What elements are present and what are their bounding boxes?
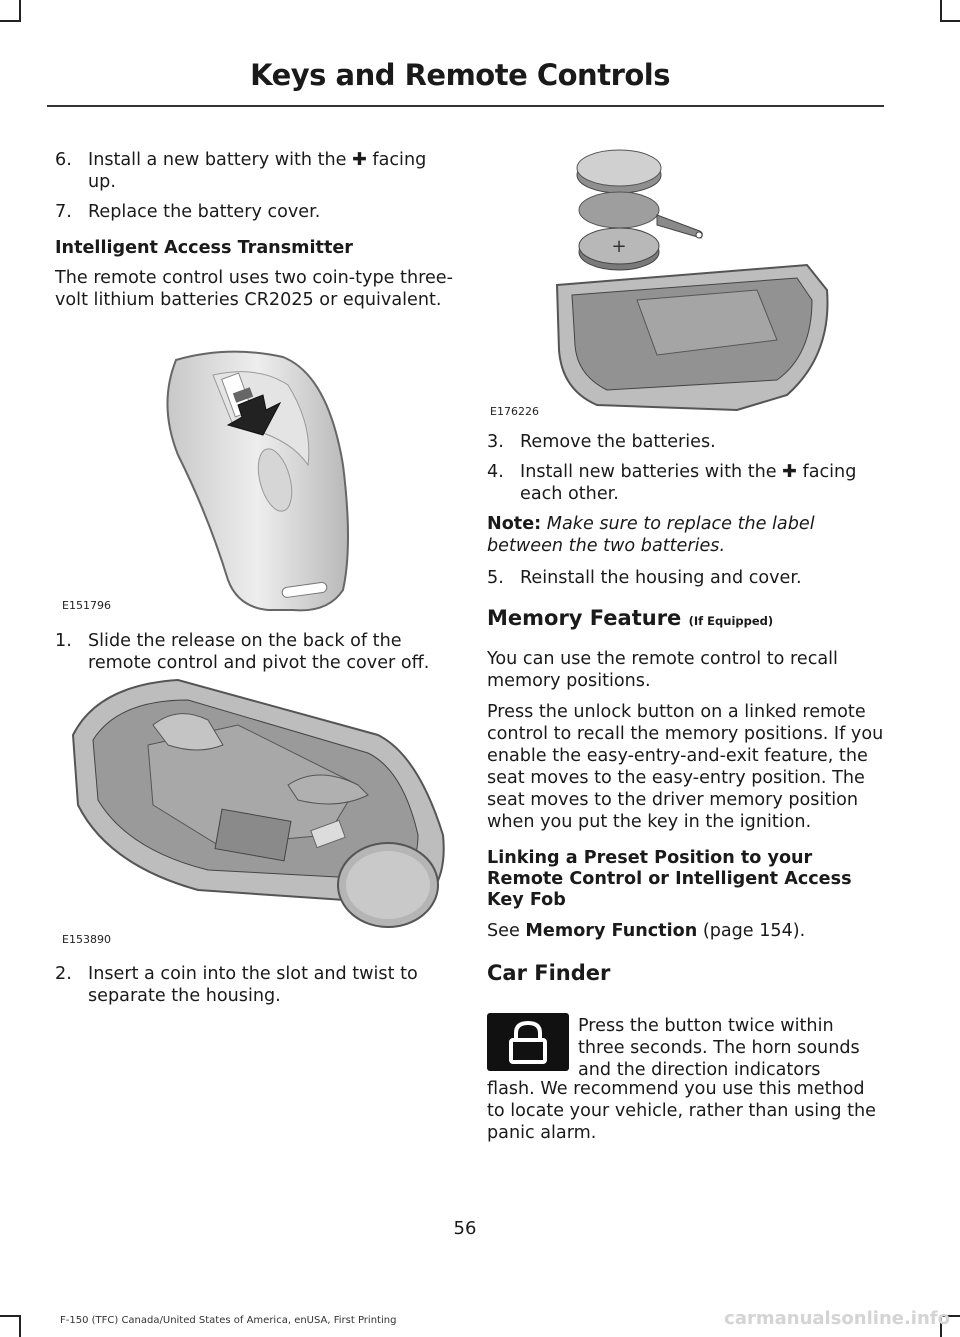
crop-mark — [0, 20, 21, 22]
crop-mark — [19, 1315, 21, 1337]
figure-code: E176226 — [490, 405, 539, 418]
step-5 — [487, 567, 887, 589]
memory-heading-text: Memory Feature — [487, 606, 682, 630]
figure-code: E153890 — [62, 933, 111, 946]
step-number: 2. — [55, 964, 72, 984]
step-text: Reinstall the housing and cover. — [520, 568, 802, 588]
figure-remote-control — [58, 345, 450, 615]
section-heading-car-finder: Car Finder — [487, 961, 611, 985]
left-column-step2 — [55, 963, 455, 1007]
step-3 — [487, 431, 887, 453]
note — [487, 513, 887, 557]
crop-mark — [19, 0, 21, 22]
car-finder-text-a: Press the button twice within three seconds. The horn sounds and the direction indicators — [578, 1016, 860, 1080]
page-title: Keys and Remote Controls — [250, 58, 670, 92]
see-prefix: See — [487, 921, 520, 941]
step-number: 1. — [55, 631, 72, 651]
right-column — [487, 431, 887, 986]
note-text: Make sure to replace the label between the two batteries. — [487, 514, 815, 556]
step-2 — [55, 963, 455, 1007]
crop-mark — [0, 1315, 21, 1317]
lock-icon — [487, 1013, 569, 1071]
step-4 — [487, 461, 887, 505]
memory-paragraph-1: You can use the remote control to recall memory positions. — [487, 649, 838, 691]
step-text: Replace the battery cover. — [88, 202, 321, 222]
car-finder-text-b: flash. We recommend you use this method to locate your vehicle, rather than using the panic alarm. — [487, 1079, 876, 1143]
left-column — [55, 149, 455, 311]
memory-function-link[interactable]: Memory Function — [525, 921, 698, 941]
step-number: 4. — [487, 462, 504, 482]
see-reference — [487, 920, 887, 942]
figure-code: E151796 — [62, 599, 111, 612]
header-divider — [47, 105, 884, 107]
crop-mark — [940, 20, 960, 22]
section-heading-iat: Intelligent Access Transmitter — [55, 238, 353, 258]
watermark: carmanualsonline.info — [724, 1308, 950, 1329]
memory-paragraph-2: Press the unlock button on a linked remote control to recall the memory positions. If you enable the easy-entry-and-exit feature, the seat moves to the easy-entry position. The seat moves to the driver memory position when you put the key in the ignition. — [487, 702, 884, 832]
step-number: 5. — [487, 568, 504, 588]
left-column-step1 — [55, 630, 455, 674]
section-heading-linking: Linking a Preset Position to your Remote Control or Intelligent Access Key Fob — [487, 848, 852, 910]
crop-mark — [940, 0, 942, 22]
step-text: Install new batteries with the ✚ facing each other. — [520, 462, 857, 504]
footer-note: F-150 (TFC) Canada/United States of America, enUSA, First Printing — [60, 1315, 397, 1326]
step-number: 7. — [55, 202, 72, 222]
see-page: (page 154). — [702, 921, 806, 941]
figure-batteries — [487, 140, 879, 420]
iat-body: The remote control uses two coin-type three-volt lithium batteries CR2025 or equivalent. — [55, 268, 453, 310]
step-7 — [55, 201, 455, 223]
step-6 — [55, 149, 455, 193]
page-number: 56 — [453, 1218, 477, 1239]
step-1 — [55, 630, 455, 674]
section-heading-memory — [487, 605, 887, 634]
step-text: Remove the batteries. — [520, 432, 716, 452]
step-text: Insert a coin into the slot and twist to separate the housing. — [88, 964, 418, 1006]
memory-heading-qualifier: (If Equipped) — [688, 614, 774, 628]
step-text: Install a new battery with the ✚ facing up. — [88, 150, 427, 192]
figure-open-housing — [58, 675, 450, 945]
step-text: Slide the release on the back of the remote control and pivot the cover off. — [88, 631, 430, 673]
step-number: 3. — [487, 432, 504, 452]
step-number: 6. — [55, 150, 72, 170]
note-label: Note: — [487, 514, 542, 534]
svg-text:+: + — [611, 236, 627, 257]
